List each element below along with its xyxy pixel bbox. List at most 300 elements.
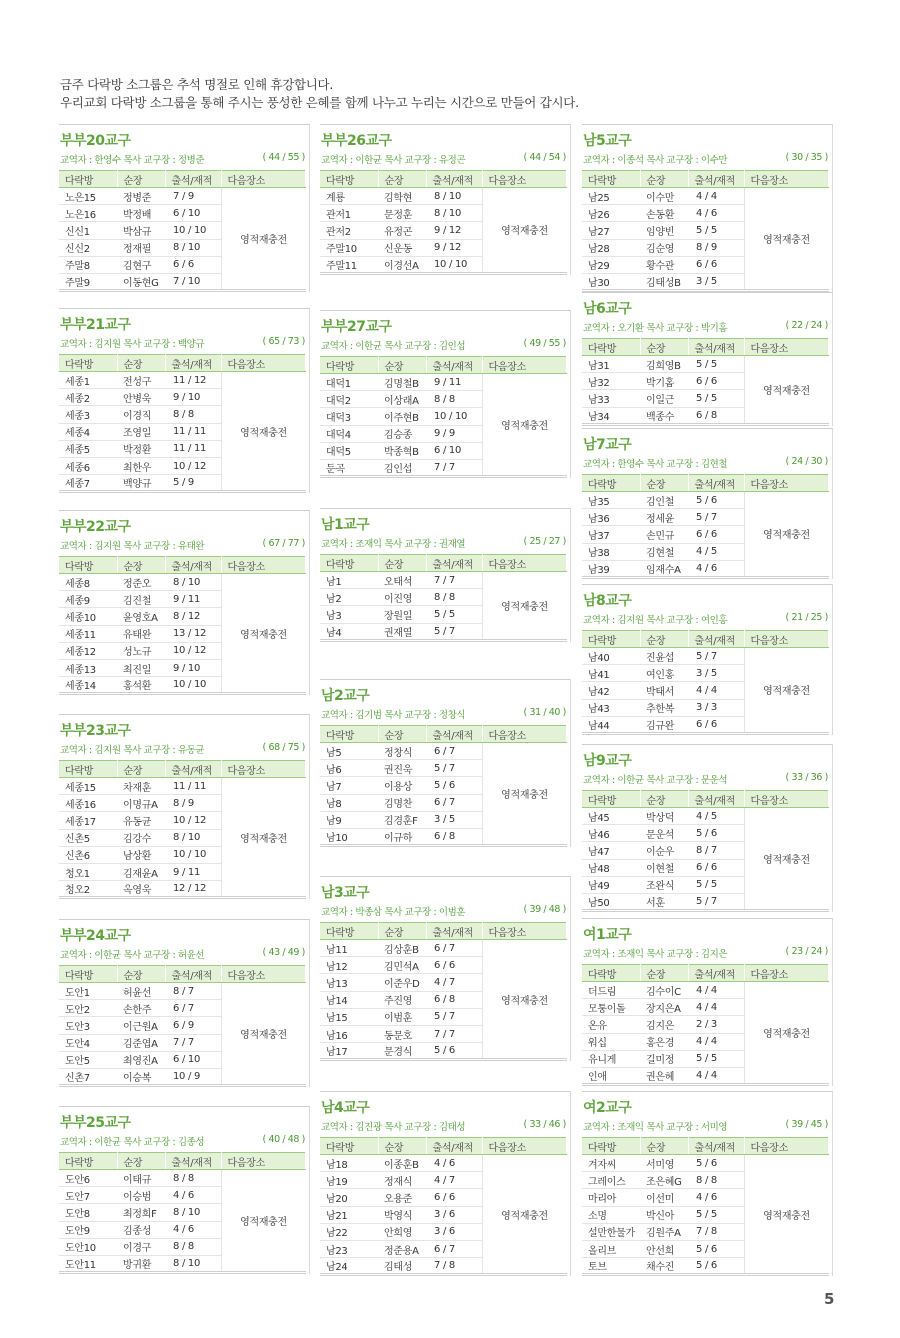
district-table	[582, 474, 829, 579]
district-table	[320, 356, 567, 478]
attendance-cell: 6 / 6	[426, 957, 482, 974]
attendance-cell: 5 / 7	[426, 1008, 482, 1025]
attendance-cell: 2 / 3	[688, 1016, 744, 1033]
column-header: 다락방	[582, 965, 640, 982]
attendance-cell: 4 / 5	[688, 808, 744, 825]
district-table	[59, 556, 306, 695]
group-name-cell: 남40	[582, 648, 640, 665]
column-header: 다음장소	[482, 1138, 567, 1155]
group-name-cell: 남19	[320, 1172, 378, 1189]
attendance-cell: 10 / 10	[165, 222, 221, 239]
district-attendance-total: ( 44 / 55 )	[262, 152, 305, 163]
column-header: 순장	[640, 171, 688, 188]
group-name-cell: 도안11	[59, 1255, 117, 1272]
column-header: 다락방	[59, 171, 117, 188]
column-header: 다락방	[320, 357, 378, 374]
leader-cell: 최정희F	[117, 1204, 165, 1221]
district-staff: 교역자 : 오기환 목사 교구장 : 박기홈	[583, 323, 728, 334]
attendance-cell: 6 / 10	[165, 1051, 221, 1068]
group-name-cell: 남32	[582, 373, 640, 390]
group-name-cell: 관저2	[320, 222, 378, 239]
attendance-cell: 9 / 11	[426, 374, 482, 391]
leader-cell: 길미정	[640, 1050, 688, 1067]
group-name-cell: 남24	[320, 1258, 378, 1275]
attendance-cell: 6 / 7	[426, 743, 482, 760]
next-place-cell: 영적재충전	[221, 1170, 306, 1273]
district-meta	[583, 612, 832, 626]
attendance-cell: 4 / 7	[426, 974, 482, 991]
column-header: 다음장소	[482, 923, 567, 940]
leader-cell: 이승복	[117, 1068, 165, 1085]
group-name-cell: 설만한물가	[582, 1223, 640, 1240]
district-attendance-total: ( 44 / 54 )	[523, 152, 566, 163]
district-group	[320, 1091, 571, 1276]
leader-cell: 서미영	[640, 1155, 688, 1172]
leader-cell: 박기홈	[640, 373, 688, 390]
district-staff: 교역자 : 조재익 목사 교구장 : 김지은	[583, 949, 728, 960]
column-header: 순장	[378, 555, 426, 572]
leader-cell: 홍은경	[640, 1033, 688, 1050]
next-place-cell: 영적재충전	[482, 940, 567, 1060]
group-name-cell: 세종3	[59, 406, 117, 423]
group-name-cell: 관저1	[320, 205, 378, 222]
district-title: 남5교구	[583, 133, 632, 149]
leader-cell: 문경식	[378, 1043, 426, 1060]
attendance-cell: 4 / 6	[688, 560, 744, 577]
table-header-row	[320, 923, 567, 940]
group-name-cell: 도안9	[59, 1221, 117, 1238]
group-name-cell: 남26	[582, 205, 640, 222]
leader-cell: 김학현	[378, 188, 426, 205]
table-row	[582, 188, 829, 205]
column-header: 다음장소	[744, 475, 829, 492]
group-name-cell: 도안8	[59, 1204, 117, 1221]
district-title: 남1교구	[321, 517, 370, 533]
leader-cell: 김수이C	[640, 982, 688, 999]
column-header: 다음장소	[221, 355, 306, 372]
table-row	[59, 778, 306, 795]
group-name-cell: 남20	[320, 1189, 378, 1206]
district-group	[59, 714, 310, 899]
leader-cell: 성노규	[117, 642, 165, 659]
column-header: 다락방	[582, 475, 640, 492]
group-name-cell: 세종9	[59, 591, 117, 608]
district-attendance-total: ( 39 / 48 )	[523, 904, 566, 915]
leader-cell: 이종훈B	[378, 1155, 426, 1172]
district-table	[320, 554, 567, 642]
district-attendance-total: ( 43 / 49 )	[262, 947, 305, 958]
district-group	[582, 428, 833, 579]
attendance-cell: 11 / 11	[165, 423, 221, 440]
group-name-cell: 남8	[320, 794, 378, 811]
leader-cell: 유태완	[117, 625, 165, 642]
table-row	[582, 648, 829, 665]
group-name-cell: 신신2	[59, 239, 117, 256]
leader-cell: 이동현G	[117, 273, 165, 290]
district-meta	[321, 904, 570, 918]
column-header: 출석/재적	[688, 475, 744, 492]
district-staff: 교역자 : 조재익 목사 교구장 : 서미영	[583, 1122, 728, 1133]
group-name-cell: 세종16	[59, 795, 117, 812]
attendance-cell: 10 / 9	[165, 1068, 221, 1085]
attendance-cell: 8 / 12	[165, 608, 221, 625]
group-name-cell: 남49	[582, 876, 640, 893]
leader-cell: 조은혜G	[640, 1172, 688, 1189]
table-row	[59, 372, 306, 389]
column-header: 다음장소	[744, 631, 829, 648]
table-row	[582, 356, 829, 373]
group-name-cell: 남27	[582, 222, 640, 239]
group-name-cell: 세종4	[59, 423, 117, 440]
column-header: 다음장소	[744, 791, 829, 808]
attendance-cell: 9 / 11	[165, 591, 221, 608]
district-group	[582, 124, 833, 292]
column-header: 출석/재적	[688, 631, 744, 648]
district-meta	[60, 152, 309, 166]
column-header: 출석/재적	[426, 555, 482, 572]
district-group	[582, 744, 833, 912]
attendance-cell: 8 / 9	[165, 795, 221, 812]
district-staff: 교역자 : 이종석 목사 교구장 : 이수만	[583, 155, 728, 166]
group-name-cell: 세종2	[59, 389, 117, 406]
leader-cell: 이범훈	[378, 1008, 426, 1025]
leader-cell: 차재훈	[117, 778, 165, 795]
column-header: 순장	[640, 339, 688, 356]
column-header: 순장	[117, 355, 165, 372]
leader-cell: 정창식	[378, 743, 426, 760]
table-header-row	[59, 966, 306, 983]
district-table	[59, 965, 306, 1087]
district-table	[582, 790, 829, 912]
attendance-cell: 8 / 9	[688, 239, 744, 256]
leader-cell: 권은혜	[640, 1067, 688, 1084]
group-name-cell: 남44	[582, 716, 640, 733]
column-header: 출석/재적	[165, 557, 221, 574]
column-header: 출석/재적	[688, 171, 744, 188]
district-staff: 교역자 : 이한균 목사 교구장 : 허윤선	[60, 950, 205, 961]
leader-cell: 진윤섭	[640, 648, 688, 665]
attendance-cell: 6 / 7	[426, 940, 482, 957]
table-header-row	[59, 355, 306, 372]
group-name-cell: 계룡	[320, 188, 378, 205]
attendance-cell: 6 / 10	[426, 442, 482, 459]
group-name-cell: 워십	[582, 1033, 640, 1050]
attendance-cell: 9 / 12	[426, 222, 482, 239]
leader-cell: 정준용A	[378, 1240, 426, 1257]
leader-cell: 김진철	[117, 591, 165, 608]
group-name-cell: 세종13	[59, 659, 117, 676]
leader-cell: 정재필	[117, 239, 165, 256]
leader-cell: 채수진	[640, 1258, 688, 1275]
leader-cell: 이수만	[640, 188, 688, 205]
group-name-cell: 온유	[582, 1016, 640, 1033]
group-name-cell: 남48	[582, 859, 640, 876]
group-name-cell: 남41	[582, 665, 640, 682]
attendance-cell: 4 / 6	[165, 1187, 221, 1204]
column-header: 다락방	[59, 966, 117, 983]
column-header: 다음장소	[744, 965, 829, 982]
attendance-cell: 9 / 10	[165, 659, 221, 676]
attendance-cell: 4 / 5	[688, 543, 744, 560]
group-name-cell: 남45	[582, 808, 640, 825]
next-place-cell: 영적재충전	[744, 808, 829, 911]
district-attendance-total: ( 39 / 45 )	[785, 1119, 828, 1130]
district-group	[320, 124, 571, 275]
group-name-cell: 남37	[582, 526, 640, 543]
attendance-cell: 6 / 9	[165, 1017, 221, 1034]
leader-cell: 김현구	[117, 256, 165, 273]
leader-cell: 홍석환	[117, 677, 165, 694]
leader-cell: 주진영	[378, 991, 426, 1008]
column-header: 다락방	[582, 631, 640, 648]
group-name-cell: 남25	[582, 188, 640, 205]
district-meta	[60, 538, 309, 552]
district-meta	[60, 742, 309, 756]
attendance-cell: 8 / 10	[165, 1204, 221, 1221]
next-place-cell: 영적재충전	[744, 356, 829, 425]
attendance-cell: 3 / 5	[688, 665, 744, 682]
group-name-cell: 도안6	[59, 1170, 117, 1187]
attendance-cell: 8 / 10	[426, 205, 482, 222]
leader-cell: 박삼규	[117, 222, 165, 239]
district-group	[320, 679, 571, 847]
column-header: 출석/재적	[688, 339, 744, 356]
next-place-cell: 영적재충전	[744, 1155, 829, 1275]
attendance-cell: 5 / 5	[688, 1206, 744, 1223]
group-name-cell: 노은16	[59, 205, 117, 222]
group-name-cell: 남35	[582, 492, 640, 509]
leader-cell: 최한우	[117, 457, 165, 474]
column-header: 다음장소	[221, 557, 306, 574]
district-attendance-total: ( 25 / 27 )	[523, 536, 566, 547]
district-staff: 교역자 : 이한균 목사 교구장 : 유정곤	[321, 155, 466, 166]
attendance-cell: 8 / 8	[165, 406, 221, 423]
column-header: 다음장소	[221, 966, 306, 983]
column-header: 출석/재적	[426, 171, 482, 188]
district-staff: 교역자 : 이한균 목사 교구장 : 문운석	[583, 775, 728, 786]
attendance-cell: 6 / 8	[426, 991, 482, 1008]
group-name-cell: 세종7	[59, 475, 117, 492]
column-header: 순장	[117, 171, 165, 188]
group-name-cell: 남1	[320, 572, 378, 589]
leader-cell: 김인철	[640, 492, 688, 509]
attendance-cell: 4 / 4	[688, 1067, 744, 1084]
leader-cell: 옥영욱	[117, 881, 165, 898]
next-place-cell: 영적재충전	[744, 982, 829, 1085]
leader-cell: 김명찬	[378, 794, 426, 811]
leader-cell: 동문호	[378, 1025, 426, 1042]
intro-line-1: 금주 다락방 소그룹은 추석 명절로 인해 휴강합니다.	[60, 77, 333, 92]
attendance-cell: 6 / 8	[426, 828, 482, 845]
leader-cell: 안선희	[640, 1240, 688, 1257]
group-name-cell: 신신1	[59, 222, 117, 239]
table-row	[59, 188, 306, 205]
leader-cell: 이상래A	[378, 391, 426, 408]
district-table	[320, 725, 567, 847]
attendance-cell: 6 / 7	[165, 1000, 221, 1017]
attendance-cell: 6 / 8	[688, 407, 744, 424]
group-name-cell: 소명	[582, 1206, 640, 1223]
group-name-cell: 세종10	[59, 608, 117, 625]
district-staff: 교역자 : 이한균 목사 교구장 : 김종성	[60, 1137, 205, 1148]
attendance-cell: 10 / 12	[165, 457, 221, 474]
district-group	[582, 584, 833, 735]
group-name-cell: 주말11	[320, 256, 378, 273]
district-attendance-total: ( 22 / 24 )	[785, 320, 828, 331]
column-header: 출석/재적	[165, 1153, 221, 1170]
attendance-cell: 3 / 5	[426, 811, 482, 828]
district-staff: 교역자 : 김진광 목사 교구장 : 김태성	[321, 1122, 466, 1133]
group-name-cell: 도안2	[59, 1000, 117, 1017]
district-title: 남6교구	[583, 301, 632, 317]
district-title: 부부23교구	[60, 723, 131, 739]
district-attendance-total: ( 33 / 46 )	[523, 1119, 566, 1130]
leader-cell: 김지은	[640, 1016, 688, 1033]
leader-cell: 여인홍	[640, 665, 688, 682]
attendance-cell: 7 / 10	[165, 273, 221, 290]
attendance-cell: 5 / 7	[426, 760, 482, 777]
next-place-cell: 영적재충전	[744, 188, 829, 291]
column-header: 다음장소	[482, 171, 567, 188]
column-header: 순장	[640, 791, 688, 808]
group-name-cell: 남23	[320, 1240, 378, 1257]
attendance-cell: 3 / 6	[426, 1206, 482, 1223]
district-group	[59, 1106, 310, 1274]
attendance-cell: 5 / 5	[688, 356, 744, 373]
table-header-row	[582, 965, 829, 982]
leader-cell: 유동균	[117, 812, 165, 829]
attendance-cell: 10 / 10	[165, 846, 221, 863]
attendance-cell: 6 / 7	[426, 794, 482, 811]
group-name-cell: 남6	[320, 760, 378, 777]
table-header-row	[59, 557, 306, 574]
attendance-cell: 5 / 6	[688, 1258, 744, 1275]
group-name-cell: 남38	[582, 543, 640, 560]
leader-cell: 안병욱	[117, 389, 165, 406]
table-header-row	[582, 1138, 829, 1155]
column-header: 다락방	[320, 923, 378, 940]
district-meta	[583, 152, 832, 166]
district-staff: 교역자 : 김지원 목사 교구장 : 유태완	[60, 541, 205, 552]
leader-cell: 이현철	[640, 859, 688, 876]
attendance-cell: 4 / 4	[688, 982, 744, 999]
column-header: 다음장소	[744, 171, 829, 188]
column-header: 다음장소	[744, 339, 829, 356]
attendance-cell: 5 / 6	[426, 777, 482, 794]
district-staff: 교역자 : 이한균 목사 교구장 : 김인섭	[321, 341, 466, 352]
district-group	[582, 292, 833, 426]
column-header: 다음장소	[221, 171, 306, 188]
district-attendance-total: ( 31 / 40 )	[523, 707, 566, 718]
attendance-cell: 8 / 8	[165, 1238, 221, 1255]
next-place-cell: 영적재충전	[221, 188, 306, 291]
column-header: 다락방	[582, 791, 640, 808]
attendance-cell: 4 / 4	[688, 682, 744, 699]
table-row	[582, 1155, 829, 1172]
leader-cell: 문운석	[640, 825, 688, 842]
group-name-cell: 남39	[582, 560, 640, 577]
attendance-cell: 13 / 12	[165, 625, 221, 642]
leader-cell: 이진영	[378, 589, 426, 606]
column-header: 다락방	[320, 555, 378, 572]
attendance-cell: 10 / 10	[426, 256, 482, 273]
column-header: 순장	[378, 923, 426, 940]
table-header-row	[59, 171, 306, 188]
district-group	[320, 310, 571, 478]
attendance-cell: 10 / 12	[165, 642, 221, 659]
attendance-cell: 11 / 12	[165, 372, 221, 389]
group-name-cell: 청오2	[59, 881, 117, 898]
district-attendance-total: ( 24 / 30 )	[785, 456, 828, 467]
column-header: 다락방	[59, 761, 117, 778]
attendance-cell: 3 / 5	[688, 273, 744, 290]
column-header: 출석/재적	[688, 1138, 744, 1155]
leader-cell: 이일근	[640, 390, 688, 407]
attendance-cell: 5 / 7	[426, 623, 482, 640]
group-name-cell: 남43	[582, 699, 640, 716]
group-name-cell: 남10	[320, 828, 378, 845]
leader-cell: 문정훈	[378, 205, 426, 222]
group-name-cell: 남15	[320, 1008, 378, 1025]
leader-cell: 이용상	[378, 777, 426, 794]
table-header-row	[320, 555, 567, 572]
attendance-cell: 8 / 8	[688, 1172, 744, 1189]
leader-cell: 김명철B	[378, 374, 426, 391]
leader-cell: 박종혁B	[378, 442, 426, 459]
attendance-cell: 4 / 4	[688, 1033, 744, 1050]
leader-cell: 이준우D	[378, 974, 426, 991]
table-header-row	[582, 475, 829, 492]
column-header: 다음장소	[482, 357, 567, 374]
leader-cell: 정재식	[378, 1172, 426, 1189]
intro-text	[60, 76, 579, 112]
table-row	[320, 374, 567, 391]
leader-cell: 김현철	[640, 543, 688, 560]
group-name-cell: 남13	[320, 974, 378, 991]
attendance-cell: 8 / 10	[426, 188, 482, 205]
leader-cell: 허윤선	[117, 983, 165, 1000]
district-title: 남8교구	[583, 593, 632, 609]
group-name-cell: 도안1	[59, 983, 117, 1000]
group-name-cell: 남2	[320, 589, 378, 606]
district-table	[582, 964, 829, 1086]
group-name-cell: 대덕3	[320, 408, 378, 425]
attendance-cell: 3 / 6	[426, 1223, 482, 1240]
leader-cell: 박신아	[640, 1206, 688, 1223]
leader-cell: 전성구	[117, 372, 165, 389]
column-header: 순장	[640, 965, 688, 982]
column-header: 다음장소	[221, 761, 306, 778]
attendance-cell: 8 / 7	[165, 983, 221, 1000]
district-group	[582, 918, 833, 1086]
group-name-cell: 세종14	[59, 677, 117, 694]
leader-cell: 김민석A	[378, 957, 426, 974]
leader-cell: 김상훈B	[378, 940, 426, 957]
table-header-row	[320, 726, 567, 743]
group-name-cell: 인애	[582, 1067, 640, 1084]
column-header: 다락방	[320, 726, 378, 743]
attendance-cell: 12 / 12	[165, 881, 221, 898]
district-table	[59, 354, 306, 493]
district-group	[320, 876, 571, 1061]
next-place-cell: 영적재충전	[482, 743, 567, 846]
district-staff: 교역자 : 한영수 목사 교구장 : 김현철	[583, 459, 728, 470]
group-name-cell: 남17	[320, 1043, 378, 1060]
attendance-cell: 9 / 9	[426, 425, 482, 442]
group-name-cell: 세종11	[59, 625, 117, 642]
district-table	[320, 922, 567, 1061]
district-staff: 교역자 : 조재익 목사 교구장 : 권재열	[321, 539, 466, 550]
